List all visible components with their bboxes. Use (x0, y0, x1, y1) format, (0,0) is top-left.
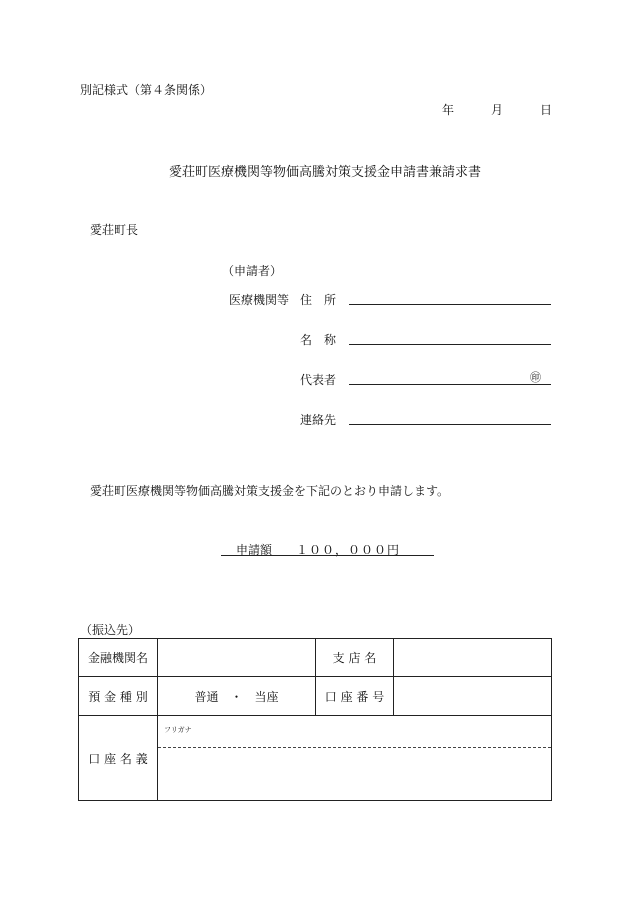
applicant-address-field[interactable] (349, 304, 551, 305)
applicant-contact-field[interactable] (349, 424, 551, 425)
bank-row-deposit (79, 677, 552, 716)
applicant-address-label: 住 所 (300, 293, 337, 307)
bank-heading: （振込先） (80, 623, 141, 637)
date-month-label: 月 (491, 103, 504, 117)
branch-field[interactable] (394, 639, 552, 677)
institution-label: 金融機関名 (79, 639, 158, 677)
institution-field[interactable] (158, 639, 316, 677)
applicant-contact-label: 連絡先 (300, 413, 337, 427)
application-statement: 愛荘町医療機関等物価高騰対策支援金を下記のとおり申請します。 (90, 484, 450, 498)
furigana-label: フリガナ (164, 726, 192, 734)
document-title: 愛荘町医療機関等物価高騰対策支援金申請書兼請求書 (169, 165, 482, 180)
account-holder-field[interactable] (158, 716, 552, 801)
account-holder-label: 口 座 名 義 (79, 716, 158, 801)
bank-row-institution (79, 639, 552, 677)
amount-value: １００，０００円 (296, 543, 401, 557)
amount-label: 申請額 (236, 543, 273, 557)
account-number-field[interactable] (394, 677, 552, 716)
applicant-rep-field[interactable] (349, 384, 551, 385)
date-year-label: 年 (442, 103, 455, 117)
form-style-label: 別記様式（第４条関係） (80, 83, 213, 97)
deposit-type-label: 預 金 種 別 (79, 677, 158, 716)
applicant-name-field[interactable] (349, 344, 551, 345)
deposit-type-options[interactable]: 普通 ・ 当座 (158, 677, 316, 716)
applicant-name-label: 名 称 (300, 333, 337, 347)
bank-row-holder (79, 716, 552, 801)
date-day-label: 日 (540, 103, 553, 117)
seal-mark: ㊞ (530, 371, 541, 384)
furigana-divider (158, 747, 551, 748)
amount-underline (221, 555, 434, 556)
applicant-heading: （申請者） (222, 264, 283, 278)
applicant-rep-label: 代表者 (300, 373, 337, 387)
applicant-org-label: 医療機関等 (229, 293, 290, 307)
branch-label: 支 店 名 (316, 639, 394, 677)
addressee: 愛荘町長 (90, 223, 139, 237)
bank-transfer-table (78, 638, 552, 801)
account-number-label: 口 座 番 号 (316, 677, 394, 716)
